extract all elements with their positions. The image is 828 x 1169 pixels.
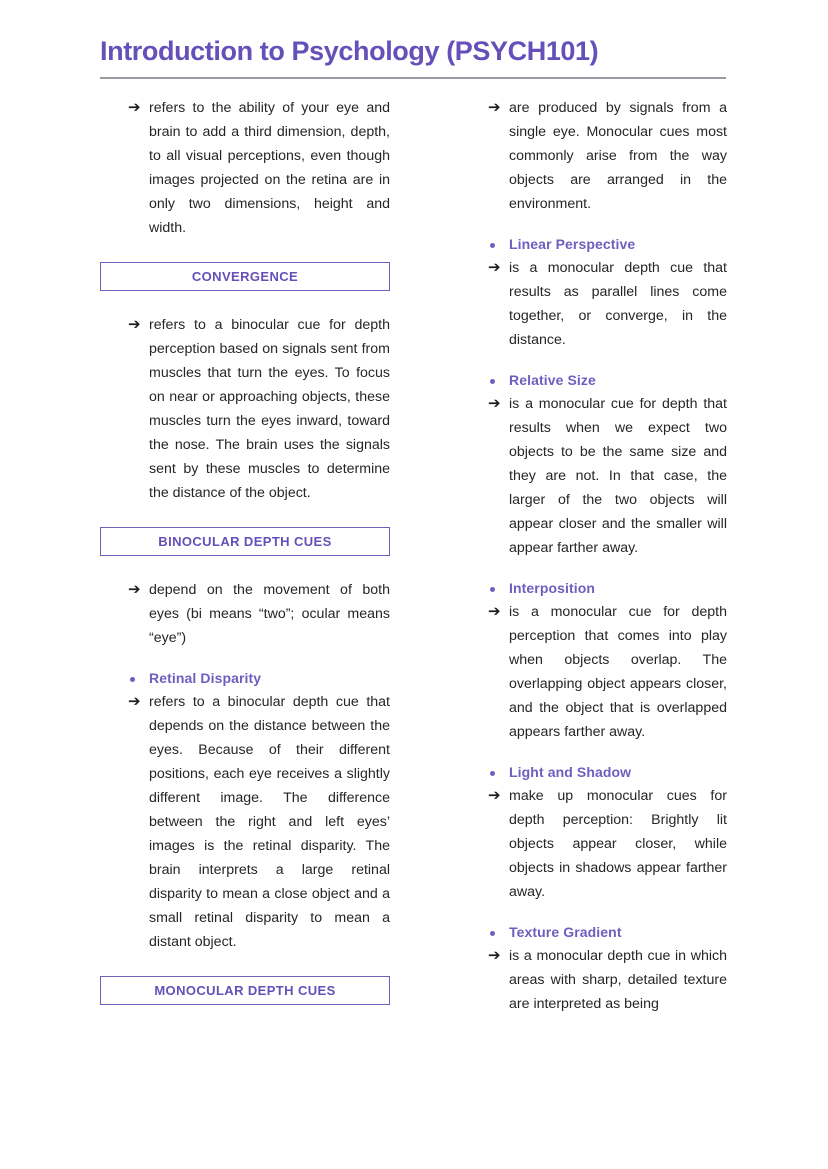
arrow-paragraph	[100, 690, 390, 954]
paragraph-text: is a monocular cue for depth that results when we expect two objects to be the same size and they are not. In that case, the larger of the two objects will appear closer and the smaller will appear farther away.	[509, 396, 727, 556]
subheading-label: Linear Perspective	[509, 236, 636, 252]
bullet-icon	[490, 771, 495, 776]
paragraph-text: refers to the ability of your eye and brain to add a third dimension, depth, to all visual perceptions, even though images projected on the retina are in only two dimensions, height and width.	[149, 100, 390, 236]
arrow-right-icon: ➔	[128, 99, 141, 116]
document-header	[100, 36, 726, 79]
subheading-label: Retinal Disparity	[149, 670, 262, 686]
arrow-paragraph	[460, 256, 727, 352]
section-header-binocular-depth-cues	[100, 527, 390, 556]
bullet-icon	[490, 931, 495, 936]
left-column	[100, 96, 390, 1027]
paragraph-text: refers to a binocular depth cue that depends on the distance between the eyes. Because of their different positions, each eye receives a slightly different image. The difference between the right and left eyes’ images is the retinal disparity. The brain interprets a large retinal disparity to mean a close object and a small retinal disparity to mean a distant object.	[149, 694, 390, 950]
subheading-texture-gradient	[460, 922, 727, 943]
arrow-right-icon: ➔	[488, 787, 501, 804]
paragraph-text: is a monocular depth cue in which areas with sharp, detailed texture are interpreted as being	[509, 948, 727, 1012]
bullet-icon	[130, 677, 135, 682]
section-header-monocular-depth-cues	[100, 976, 390, 1005]
subheading-retinal-disparity	[100, 668, 390, 689]
arrow-right-icon: ➔	[128, 693, 141, 710]
paragraph-text: is a monocular cue for depth perception that comes into play when objects overlap. The overlapping object appears closer, and the object that is overlapped appears farther away.	[509, 604, 727, 740]
subheading-label: Light and Shadow	[509, 764, 632, 780]
right-column	[460, 96, 727, 1016]
arrow-right-icon: ➔	[128, 581, 141, 598]
subheading-label: Texture Gradient	[509, 924, 622, 940]
subheading-linear-perspective	[460, 234, 727, 255]
paragraph-text: make up monocular cues for depth perception: Brightly lit objects appear closer, while objects in shadows appear farther away.	[509, 788, 727, 900]
arrow-right-icon: ➔	[488, 947, 501, 964]
section-header-label: CONVERGENCE	[191, 269, 299, 284]
arrow-paragraph	[100, 96, 390, 240]
subheading-label: Relative Size	[509, 372, 596, 388]
arrow-paragraph	[100, 313, 390, 505]
paragraph-text: refers to a binocular cue for depth perception based on signals sent from muscles that turn the eyes. To focus on near or approaching objects, these muscles turn the eyes inward, toward the nose. The brain uses the signals sent by these muscles to determine the distance of the object.	[149, 317, 390, 501]
arrow-paragraph	[100, 578, 390, 650]
arrow-right-icon: ➔	[488, 259, 501, 276]
subheading-interposition	[460, 578, 727, 599]
subheading-label: Interposition	[509, 580, 596, 596]
arrow-right-icon: ➔	[488, 395, 501, 412]
arrow-right-icon: ➔	[488, 99, 501, 116]
page-title: Introduction to Psychology (PSYCH101)	[100, 36, 599, 66]
subheading-relative-size	[460, 370, 727, 391]
paragraph-text: is a monocular depth cue that results as parallel lines come together, or converge, in the distance.	[509, 260, 727, 348]
bullet-icon	[490, 587, 495, 592]
arrow-paragraph	[460, 96, 727, 216]
section-header-label: MONOCULAR DEPTH CUES	[154, 983, 336, 998]
arrow-right-icon: ➔	[488, 603, 501, 620]
arrow-paragraph	[460, 784, 727, 904]
arrow-paragraph	[460, 600, 727, 744]
bullet-icon	[490, 243, 495, 248]
title-divider	[100, 77, 726, 79]
subheading-light-and-shadow	[460, 762, 727, 783]
paragraph-text: depend on the movement of both eyes (bi means “two”; ocular means “eye”)	[149, 582, 390, 646]
arrow-paragraph	[460, 392, 727, 560]
bullet-icon	[490, 379, 495, 384]
section-header-label: BINOCULAR DEPTH CUES	[158, 534, 332, 549]
paragraph-text: are produced by signals from a single eye. Monocular cues most commonly arise from the way objects are arranged in the environment.	[509, 100, 727, 212]
section-header-convergence	[100, 262, 390, 291]
arrow-right-icon: ➔	[128, 316, 141, 333]
arrow-paragraph	[460, 944, 727, 1016]
